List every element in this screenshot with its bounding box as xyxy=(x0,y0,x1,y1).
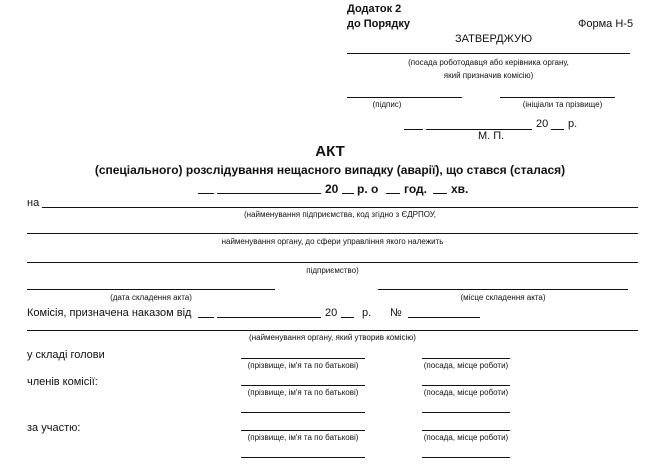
incident-min-line xyxy=(433,193,447,194)
agency-line xyxy=(27,233,638,234)
signature-line xyxy=(347,97,462,98)
participant-workplace-line xyxy=(422,430,510,431)
act-subtitle: (спеціального) розслідування нещасного випадку (аварії), що стався (сталася) xyxy=(94,163,566,177)
position-line xyxy=(347,53,630,54)
enterprise-line xyxy=(42,207,638,208)
incident-hour-suffix: год. xyxy=(404,182,427,196)
commission-number-line xyxy=(408,317,480,318)
incident-hour-line xyxy=(386,193,400,194)
position-caption-1: (посада роботодавця або керівника органу, xyxy=(408,58,569,67)
agency-caption: найменування органу, до сфери управління якого належить xyxy=(221,237,444,246)
seal-label: М. П. xyxy=(478,130,505,142)
participant2-name-line xyxy=(241,457,365,458)
participant2-workplace-line xyxy=(422,457,510,458)
date-line xyxy=(27,289,275,290)
place-caption: (місце складення акта) xyxy=(460,293,546,302)
members-label: членів комісії: xyxy=(27,376,98,388)
signature-caption: (підпис) xyxy=(372,100,402,109)
position-caption-2: який призначив комісію) xyxy=(443,71,534,80)
enterprise-end-line xyxy=(27,262,638,263)
participant-name-line xyxy=(241,430,365,431)
commission-year: 20 xyxy=(325,307,338,319)
issuer-caption: (найменування органу, який утворив комісію) xyxy=(249,333,416,342)
incident-year-suffix: р. о xyxy=(357,182,379,196)
member2-name-line xyxy=(241,412,365,413)
incident-month-line xyxy=(217,193,321,194)
chair-label: у складі голови xyxy=(27,349,105,361)
participant-name-caption: (прізвище, ім'я та по батькові) xyxy=(247,433,359,442)
member2-workplace-line xyxy=(422,412,510,413)
participation-label: за участю: xyxy=(27,422,81,434)
chair-workplace-caption: (посада, місце роботи) xyxy=(423,361,509,370)
date-caption: (дата складення акта) xyxy=(110,293,192,302)
commission-month-line xyxy=(217,317,321,318)
initials-caption: (ініціали та прізвище) xyxy=(522,100,603,109)
member1-workplace-line xyxy=(422,385,510,386)
commission-year-suffix: р. xyxy=(362,307,372,319)
approve-label: ЗАТВЕРДЖУЮ xyxy=(455,33,533,45)
participant-workplace-caption: (посада, місце роботи) xyxy=(423,433,509,442)
incident-day-line xyxy=(198,193,214,194)
incident-year-line xyxy=(342,193,354,194)
member1-name-line xyxy=(241,385,365,386)
number-label: № xyxy=(390,307,402,319)
chair-name-line xyxy=(241,358,365,359)
enterprise-end-caption: підприємство) xyxy=(306,266,359,275)
commission-year-line xyxy=(341,317,354,318)
initials-line xyxy=(500,97,615,98)
chair-workplace-line xyxy=(422,358,510,359)
member1-name-caption: (прізвище, ім'я та по батькові) xyxy=(247,388,359,397)
place-line xyxy=(378,289,628,290)
approve-day-line xyxy=(404,129,423,130)
issuer-line xyxy=(27,330,638,331)
enterprise-caption: (найменування підприємства, код згідно з ЄДРПОУ, xyxy=(243,210,436,219)
approve-year: 20 xyxy=(536,118,549,130)
approve-year-suffix: р. xyxy=(568,118,578,130)
act-title: АКТ xyxy=(315,143,345,160)
form-number: Форма Н-5 xyxy=(578,18,634,30)
member1-workplace-caption: (посада, місце роботи) xyxy=(423,388,509,397)
incident-min-suffix: хв. xyxy=(451,182,469,196)
commission-day-line xyxy=(198,317,214,318)
appendix-line-2: до Порядку xyxy=(347,18,410,30)
appendix-line-1: Додаток 2 xyxy=(347,3,402,15)
commission-label: Комісія, призначена наказом від xyxy=(27,307,192,319)
chair-name-caption: (прізвище, ім'я та по батькові) xyxy=(247,361,359,370)
incident-year: 20 xyxy=(325,182,339,196)
at-label: на xyxy=(27,197,40,209)
approve-year-line xyxy=(551,129,564,130)
